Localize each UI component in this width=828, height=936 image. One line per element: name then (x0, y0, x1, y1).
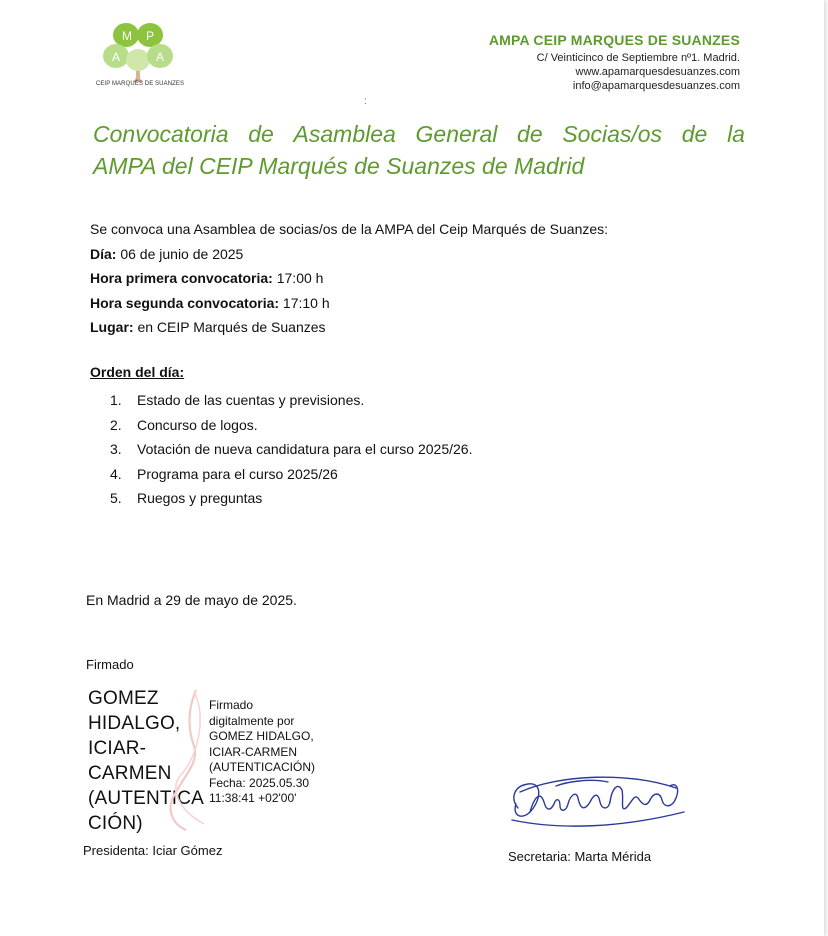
document-title (93, 118, 745, 182)
logo-letter: A (156, 50, 165, 64)
header-contact (489, 32, 740, 93)
intro-text: Se convoca una Asamblea de socias/os de la AMPA del Ceip Marqués de Suanzes: (90, 221, 609, 237)
logo-caption: CEIP MARQUÉS DE SUANZES (95, 81, 185, 87)
sig-name-line: CARMEN (88, 763, 172, 784)
sig-detail-line: 11:38:41 +02'00' (209, 791, 297, 805)
orden-del-dia-heading: Orden del día: (90, 364, 185, 380)
org-address: C/ Veinticinco de Septiembre nº1. Madrid. (536, 52, 740, 64)
item-number: 5. (110, 490, 122, 506)
handwritten-signature-icon (500, 768, 690, 840)
logo-letter: A (112, 50, 121, 64)
firmado-label: Firmado (86, 657, 134, 672)
item-number: 3. (110, 441, 122, 457)
sig-detail-line: digitalmente por (209, 713, 295, 728)
title-word: General (415, 121, 498, 147)
title-word: de (681, 121, 708, 147)
item-text: Ruegos y preguntas (137, 490, 263, 506)
detail-dia (90, 242, 730, 267)
title-word: Asamblea (293, 121, 396, 147)
item-number: 1. (110, 392, 122, 408)
list-item (110, 486, 472, 511)
detail-label: Hora primera convocatoria: (90, 270, 273, 286)
title-word: la (727, 121, 745, 147)
sig-name-line: GOMEZ (88, 688, 159, 709)
presidenta-label: Presidenta: Iciar Gómez (83, 843, 223, 858)
title-word: Socias/os (562, 121, 663, 147)
logo-letter: P (146, 29, 155, 43)
list-item (110, 462, 472, 487)
sig-detail-line: ICIAR-CARMEN (209, 744, 298, 759)
title-line-2: AMPA del CEIP Marqués de Suanzes de Madrid (93, 153, 585, 179)
sig-detail-line: Firmado (209, 698, 254, 712)
item-text: Concurso de logos. (137, 416, 258, 433)
sig-detail-line: Fecha: 2025.05.30 (209, 775, 310, 790)
detail-value: 17:10 h (279, 294, 330, 311)
sig-name-line: ICIAR- (88, 738, 147, 759)
detail-hora-primera (90, 266, 730, 291)
orden-del-dia-list (110, 388, 472, 511)
digital-signature-name (88, 686, 204, 836)
detail-label: Día: (90, 245, 117, 262)
secretaria-label: Secretaria: Marta Mérida (508, 849, 652, 864)
item-number: 2. (110, 416, 122, 433)
item-number: 4. (110, 465, 122, 482)
detail-label: Lugar: (90, 319, 134, 335)
item-text: Estado de las cuentas y previsiones. (137, 392, 365, 408)
title-word: de (248, 121, 274, 147)
sig-detail-line: GOMEZ HIDALGO, (209, 729, 314, 743)
convocatoria-details (90, 217, 730, 340)
sig-name-line: CIÓN) (88, 813, 143, 834)
title-word: de (517, 121, 543, 147)
detail-value: 17:00 h (272, 270, 324, 286)
title-line-1 (93, 118, 745, 150)
org-email: info@apamarquesdesuanzes.com (572, 80, 740, 92)
detail-lugar (90, 315, 730, 340)
list-item (110, 437, 472, 462)
logo-letter: M (122, 29, 132, 43)
stray-mark: : (364, 96, 367, 107)
detail-value: en CEIP Marqués de Suanzes (133, 319, 326, 335)
sig-name-line: HIDALGO, (88, 713, 181, 734)
org-website: www.apamarquesdesuanzes.com (575, 66, 740, 78)
org-name: AMPA CEIP MARQUES DE SUANZES (488, 32, 740, 48)
list-item (110, 413, 472, 438)
digital-signature-details (209, 698, 349, 807)
item-text: Programa para el curso 2025/26 (137, 465, 338, 482)
list-item (110, 388, 472, 413)
sig-detail-line: (AUTENTICACIÓN) (209, 760, 315, 774)
detail-hora-segunda (90, 291, 730, 316)
item-text: Votación de nueva candidatura para el curso 2025/26. (137, 441, 473, 457)
detail-value: 06 de junio de 2025 (116, 245, 244, 262)
sig-name-line: (AUTENTICA (88, 788, 204, 809)
place-date: En Madrid a 29 de mayo de 2025. (86, 592, 297, 608)
detail-label: Hora segunda convocatoria: (90, 294, 280, 311)
title-word: Convocatoria (93, 121, 229, 147)
